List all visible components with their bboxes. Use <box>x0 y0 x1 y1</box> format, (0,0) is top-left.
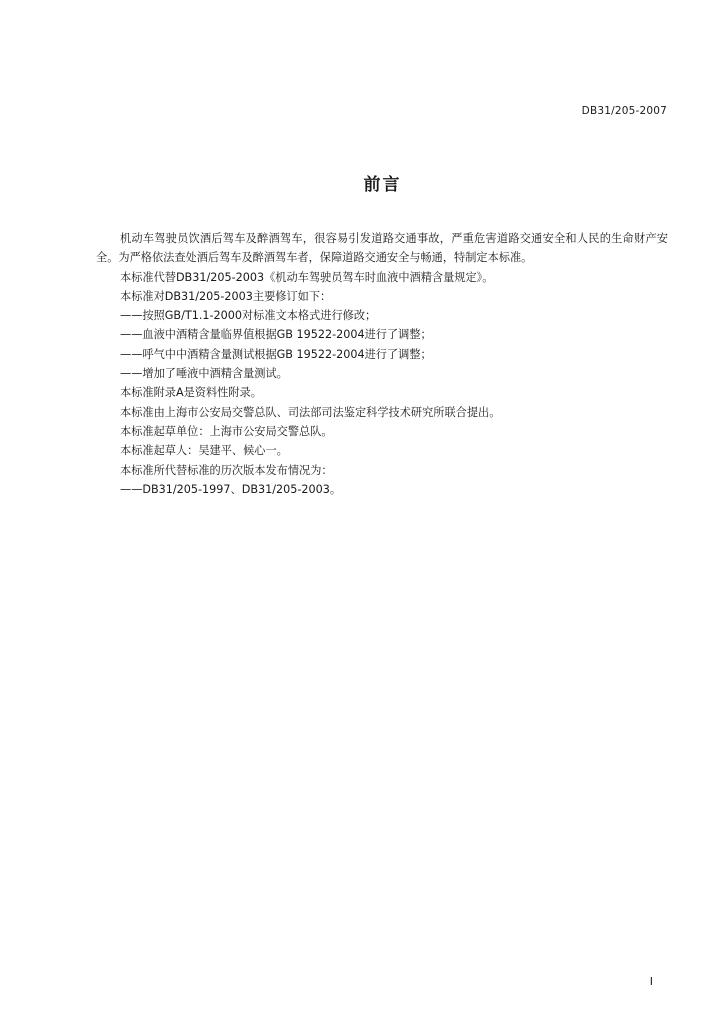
paragraph-revisions-intro: 本标准对DB31/205-2003主要修订如下： <box>120 289 332 303</box>
revision-item-saliva-test: ——增加了唾液中酒精含量测试。 <box>120 367 288 381</box>
paragraph-intro: 机动车驾驶员饮酒后驾车及醉酒驾车，很容易引发道路交通事故，严重危害道路交通安全和人民的生命财产安全。为严格依法查处酒后驾车及醉酒驾车者，保障道路交通安全与畅通，特制定本标准。 <box>96 232 668 265</box>
foreword-body <box>96 229 668 499</box>
history-item: ——DB31/205-1997、DB31/205-2003。 <box>120 482 342 496</box>
revision-item-format: ——按照GB/T1.1-2000对标准文本格式进行修改； <box>120 309 377 323</box>
revision-item-breath-alcohol: ——呼气中中酒精含量测试根据GB 19522-2004进行了调整； <box>120 347 432 361</box>
paragraph-proposer: 本标准由上海市公安局交警总队、司法部司法鉴定科学技术研究所联合提出。 <box>120 405 501 419</box>
document-code: DB31/205-2007 <box>581 105 667 117</box>
paragraph-history-intro: 本标准所代替标准的历次版本发布情况为： <box>120 463 333 477</box>
page-number: I <box>649 975 653 988</box>
paragraph-annex: 本标准附录A是资料性附录。 <box>120 386 262 400</box>
paragraph-drafters: 本标准起草人：吴建平、候心一。 <box>120 444 288 458</box>
revision-item-blood-alcohol: ——血液中酒精含量临界值根据GB 19522-2004进行了调整； <box>120 328 432 342</box>
page-title: 前言 <box>363 175 402 195</box>
paragraph-drafting-unit: 本标准起草单位：上海市公安局交警总队。 <box>120 424 333 438</box>
paragraph-replaces: 本标准代替DB31/205-2003《机动车驾驶员驾车时血液中酒精含量规定》。 <box>120 270 494 284</box>
